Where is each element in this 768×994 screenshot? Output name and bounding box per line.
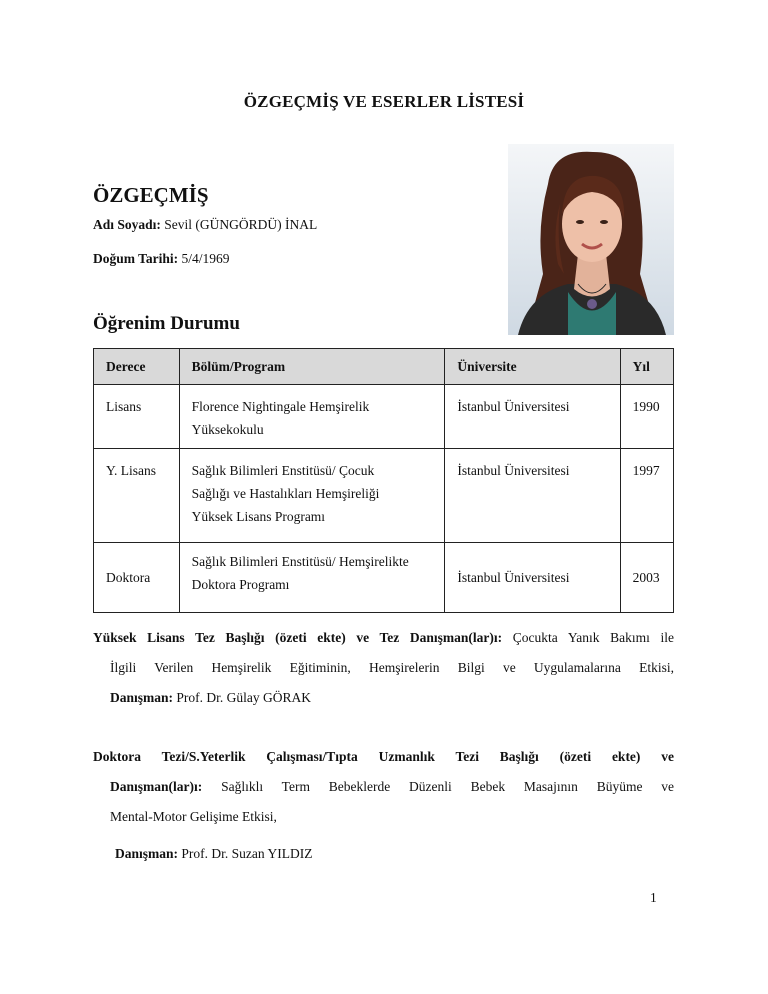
portrait-image <box>508 144 674 335</box>
table-row <box>94 385 674 449</box>
table-header-row <box>94 349 674 385</box>
phd-thesis-label-line2: Danışman(lar)ı: <box>110 779 203 794</box>
program-line: Sağlığı ve Hastalıkları Hemşireliği <box>191 486 380 501</box>
phd-thesis-label-line1: Doktora Tezi/S.Yeterlik Çalışması/Tıpta Uzmanlık Tezi Başlığı (özeti ekte) ve <box>93 749 674 764</box>
degree-cell: Doktora <box>94 543 180 613</box>
table-row <box>94 449 674 543</box>
program-line: Florence Nightingale Hemşirelik <box>191 399 370 414</box>
cv-heading: ÖZGEÇMİŞ <box>93 183 209 207</box>
year-cell: 2003 <box>620 543 673 613</box>
program-line: Yüksekokulu <box>191 422 264 437</box>
phd-advisor-value: Prof. Dr. Suzan YILDIZ <box>181 846 313 861</box>
ms-advisor-label: Danışman: <box>110 690 174 705</box>
phd-thesis-title-part1: Sağlıklı Term Bebeklerde Düzenli Bebek Masajının Büyüme ve <box>221 779 675 794</box>
phd-advisor-line <box>115 842 313 866</box>
degree-cell: Y. Lisans <box>94 449 180 543</box>
year-cell: 1997 <box>620 449 673 543</box>
education-table <box>93 348 674 613</box>
document-title: ÖZGEÇMİŞ VE ESERLER LİSTESİ <box>243 92 525 111</box>
ms-thesis-line1 <box>93 626 674 650</box>
header-degree: Derece <box>94 349 180 385</box>
name-label: Adı Soyadı: <box>93 217 161 232</box>
birth-value: 5/4/1969 <box>181 251 230 266</box>
program-cell <box>179 449 445 543</box>
phd-thesis-title-part2: Mental-Motor Gelişime Etkisi, <box>110 809 277 824</box>
header-university: Üniversite <box>445 349 620 385</box>
name-line <box>93 217 317 233</box>
phd-thesis-line2 <box>110 775 674 799</box>
university-cell: İstanbul Üniversitesi <box>445 449 620 543</box>
page-number: 1 <box>650 890 657 905</box>
ms-thesis-title-part1: Çocukta Yanık Bakımı ile <box>512 630 675 645</box>
phd-advisor-label: Danışman: <box>115 846 179 861</box>
ms-thesis-label: Yüksek Lisans Tez Başlığı (özeti ekte) ve Tez Danışman(lar)ı: <box>93 630 503 645</box>
birth-label: Doğum Tarihi: <box>93 251 179 266</box>
profile-photo <box>508 144 674 335</box>
birth-line <box>93 251 230 267</box>
program-line: Doktora Programı <box>191 577 290 592</box>
header-program: Bölüm/Program <box>179 349 445 385</box>
program-line: Yüksek Lisans Programı <box>191 509 326 524</box>
program-cell <box>179 543 445 613</box>
program-cell <box>179 385 445 449</box>
university-cell: İstanbul Üniversitesi <box>445 543 620 613</box>
education-heading: Öğrenim Durumu <box>93 313 240 334</box>
name-value: Sevil (GÜNGÖRDÜ) İNAL <box>164 217 318 232</box>
degree-cell: Lisans <box>94 385 180 449</box>
table-row <box>94 543 674 613</box>
year-cell: 1990 <box>620 385 673 449</box>
university-cell: İstanbul Üniversitesi <box>445 385 620 449</box>
program-line: Sağlık Bilimleri Enstitüsü/ Hemşirelikte <box>191 554 409 569</box>
ms-advisor-value: Prof. Dr. Gülay GÖRAK <box>176 690 312 705</box>
header-year: Yıl <box>620 349 673 385</box>
ms-thesis-title-part2: İlgili Verilen Hemşirelik Eğitiminin, Hemşirelerin Bilgi ve Uygulamalarına Etkisi, <box>110 660 674 675</box>
program-line: Sağlık Bilimleri Enstitüsü/ Çocuk <box>191 463 375 478</box>
ms-advisor-line <box>110 686 311 710</box>
